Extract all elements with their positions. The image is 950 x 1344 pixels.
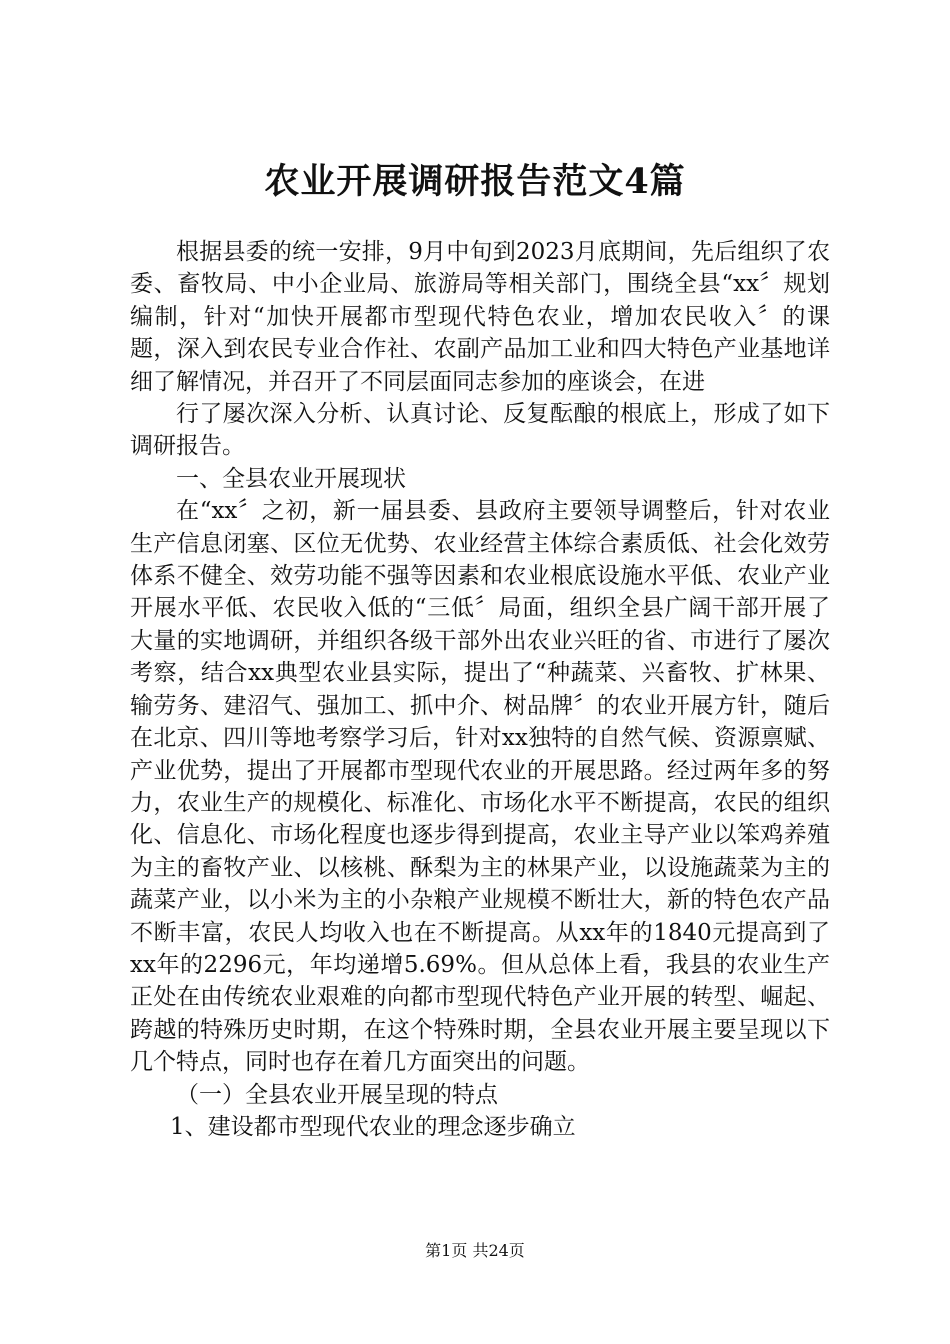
paragraph-intro-continued: 行了屡次深入分析、认真讨论、反复酝酿的根底上，形成了如下调研报告。 [130, 401, 830, 460]
section-heading: 一、全县农业开展现状 [176, 465, 406, 492]
document-title: 农业开展调研报告范文4篇 [264, 161, 686, 202]
subsection-heading: （一）全县农业开展呈现的特点 [176, 1081, 498, 1108]
page-number: 第1页 共24页 [425, 1241, 525, 1260]
item-heading: 1、建设都市型现代农业的理念逐步确立 [170, 1113, 576, 1140]
document-body [130, 236, 830, 1143]
paragraph-status: 在“xx〞之初，新一届县委、县政府主要领导调整后，针对农业生产信息闭塞、区位无优势、农业经营主体综合素质低、社会化效劳体系不健全、效劳功能不强等因素和农业根底设施水平低、农业产业开展水平低、农民收入低的“三低〞局面，组织全县广阔干部开展了大量的实地调研，并组织各级干部外出农业兴旺的省、市进行了屡次考察，结合xx典型农业县实际，提出了“种蔬菜、兴畜牧、扩林果、输劳务、建沼气、强加工、抓中介、树品牌〞的农业开展方针，随后在北京、四川等地考察学习后，针对xx独特的自然气候、资源禀赋、产业优势，提出了开展都市型现代农业的开展思路。经过两年多的努力，农业生产的规模化、标准化、市场化水平不断提高，农民的组织化、信息化、市场化程度也逐步得到提高，农业主导产业以笨鸡养殖为主的畜牧产业、以核桃、酥梨为主的林果产业，以设施蔬菜为主的蔬菜产业，以小米为主的小杂粮产业规模不断壮大，新的特色农产品不断丰富，农民人均收入也在不断提高。从xx年的1840元提高到了xx年的2296元，年均递增5.69%。但从总体上看，我县的农业生产正处在由传统农业艰难的向都市型现代特色产业开展的转型、崛起、跨越的特殊历史时期，在这个特殊时期，全县农业开展主要呈现以下几个特点，同时也存在着几方面突出的问题。 [130, 498, 830, 1076]
paragraph-intro: 根据县委的统一安排，9月中旬到2023月底期间，先后组织了农委、畜牧局、中小企业局、旅游局等相关部门，围绕全县“xx〞规划编制，针对“加快开展都市型现代特色农业，增加农民收入〞的课题，深入到农民专业合作社、农副产品加工业和四大特色产业基地详细了解情况，并召开了不同层面同志参加的座谈会，在进 [130, 239, 830, 395]
